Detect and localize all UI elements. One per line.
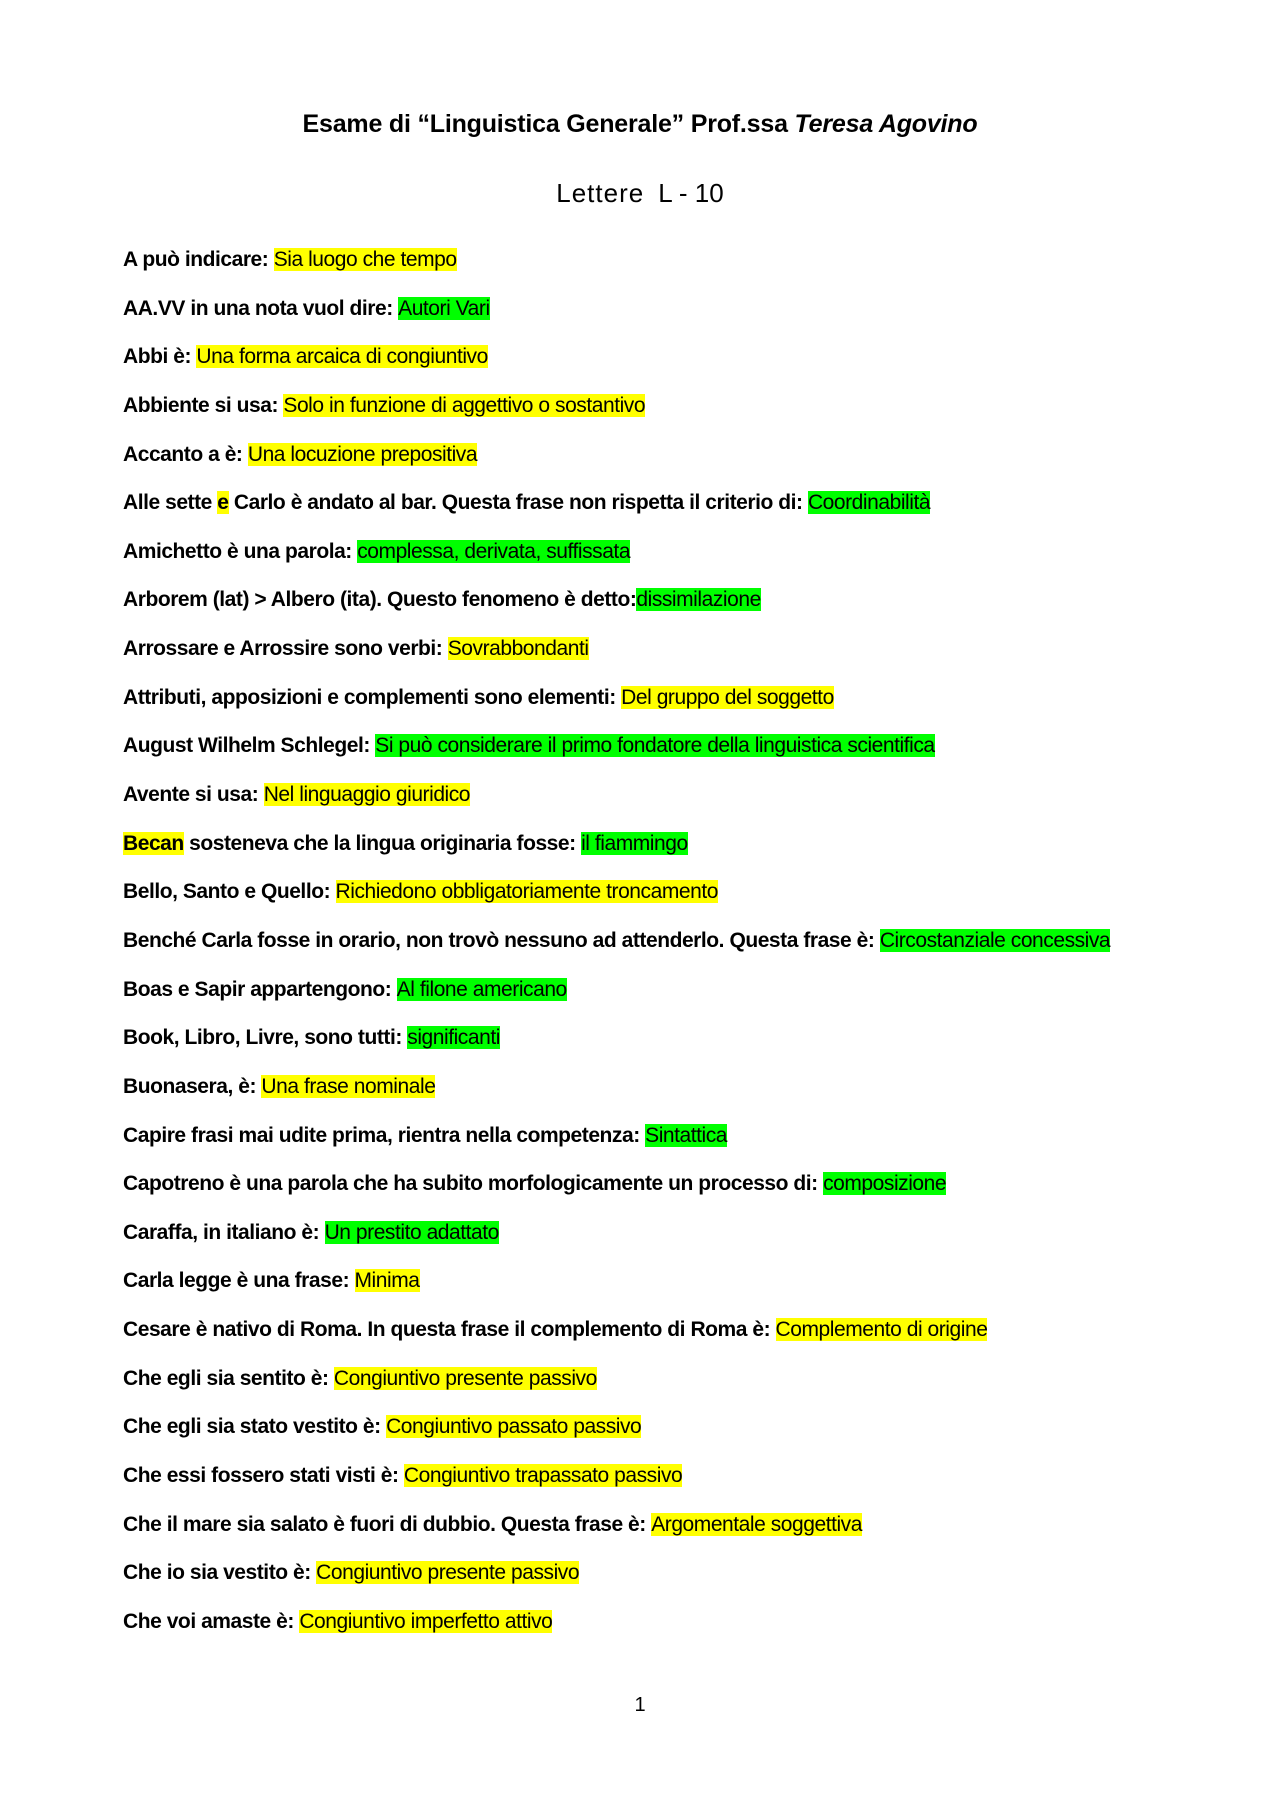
question-text: Accanto a è: [123,442,248,466]
question-text: Che il mare sia salato è fuori di dubbio. Questa frase è: [123,1512,652,1536]
qa-row [123,1122,1183,1171]
qa-row [123,246,1183,295]
qa-row [123,1219,1183,1268]
answer-highlight: complessa, derivata, suffissata [357,539,631,563]
answer-highlight: Congiuntivo presente passivo [316,1561,580,1585]
title-main: Esame di “Linguistica Generale” Prof.ssa [302,110,795,138]
answer-highlight: Argomentale soggettiva [651,1512,862,1536]
qa-row [123,392,1183,441]
question-text: Avente si usa: [123,783,264,807]
question-text: Arborem (lat) > Albero (ita). Questo fenomeno è detto: [123,588,637,612]
qa-row [123,1511,1183,1560]
answer-highlight: Congiuntivo presente passivo [333,1366,597,1390]
question-text: Amichetto è una parola: [123,539,358,563]
qa-row [123,1024,1183,1073]
answer-highlight: il fiammingo [581,831,688,855]
question-text: A può indicare: [123,248,274,271]
question-text: sosteneva che la lingua originaria fosse: [183,831,582,855]
qa-row [123,489,1183,538]
answer-highlight: Sovrabbondanti [447,637,589,661]
qa-row [123,1170,1183,1219]
question-text: Attributi, apposizioni e complementi sono elementi: [123,685,622,709]
question-text: Che voi amaste è: [123,1609,300,1633]
question-text: Caraffa, in italiano è: [123,1220,325,1244]
question-text: Buonasera, è: [123,1074,262,1098]
question-text: Bello, Santo e Quello: [123,880,336,904]
question-text: Che io sia vestito è: [123,1561,317,1585]
question-text: Che egli sia stato vestito è: [123,1415,387,1439]
question-text: Capire frasi mai udite prima, rientra nella competenza: [123,1123,646,1147]
qa-row [123,878,1183,927]
answer-highlight: Al filone americano [396,977,567,1001]
question-text: August Wilhelm Schlegel: [123,734,376,758]
answer-highlight: Una locuzione prepositiva [247,442,478,466]
answer-highlight: Del gruppo del soggetto [621,685,834,709]
question-text: Carlo è andato al bar. Questa frase non rispetta il criterio di: [228,491,808,515]
answer-highlight: Nel linguaggio giuridico [263,783,471,807]
question-answer-list [123,246,1183,1657]
qa-row [123,1267,1183,1316]
answer-highlight: Circostanziale concessiva [879,928,1111,952]
qa-row [123,781,1183,830]
answer-highlight: Minima [354,1269,420,1293]
qa-row [123,1316,1183,1365]
qa-row [123,1462,1183,1511]
answer-highlight: dissimilazione [636,588,761,612]
answer-highlight: Autori Vari [398,296,490,320]
qa-row [123,1559,1183,1608]
subtitle-class-code: L - 10 [658,178,724,208]
qa-row [123,830,1183,879]
question-text-prefix: Alle sette [123,491,218,515]
qa-row [123,635,1183,684]
answer-highlight: Congiuntivo trapassato passivo [403,1464,683,1488]
question-text: Abbi è: [123,345,197,369]
title-professor-name: Teresa Agovino [794,110,978,138]
qa-row [123,586,1183,635]
answer-highlight: composizione [823,1172,947,1196]
answer-highlight: Congiuntivo passato passivo [386,1415,642,1439]
page-number: 1 [634,1694,646,1716]
question-text: Arrossare e Arrossire sono verbi: [123,637,448,661]
question-text: Che essi fossero stati visti è: [123,1464,404,1488]
answer-highlight: Congiuntivo imperfetto attivo [299,1609,553,1633]
question-text: Che egli sia sentito è: [123,1366,334,1390]
qa-row [123,1413,1183,1462]
question-highlighted-word: e [217,491,229,515]
question-text: Book, Libro, Livre, sono tutti: [123,1026,408,1050]
subtitle-course: Lettere [556,178,645,208]
qa-row [123,927,1183,976]
question-text: Benché Carla fosse in orario, non trovò nessuno ad attenderlo. Questa frase è: [123,928,880,952]
page-title [0,108,1280,140]
qa-row [123,1073,1183,1122]
answer-highlight: Sintattica [645,1123,728,1147]
answer-highlight: Una forma arcaica di congiuntivo [196,345,488,369]
qa-row [123,538,1183,587]
question-highlighted-word: Becan [123,831,184,855]
qa-row [123,1365,1183,1414]
qa-row [123,295,1183,344]
question-text: Abbiente si usa: [123,393,284,417]
qa-row [123,441,1183,490]
question-text: Carla legge è una frase: [123,1269,355,1293]
question-text: Cesare è nativo di Roma. In questa frase il complemento di Roma è: [123,1318,776,1342]
answer-highlight: Una frase nominale [261,1074,436,1098]
page-subtitle [0,176,1280,210]
question-text: AA.VV in una nota vuol dire: [123,296,399,320]
qa-row [123,343,1183,392]
answer-highlight: Coordinabilità [807,491,931,515]
answer-highlight: Solo in funzione di aggettivo o sostantivo [283,393,646,417]
qa-row [123,1608,1183,1657]
qa-row [123,732,1183,781]
answer-highlight: Complemento di origine [775,1318,988,1342]
qa-row [123,684,1183,733]
question-text: Boas e Sapir appartengono: [123,977,397,1001]
answer-highlight: Si può considerare il primo fondatore della linguistica scientifica [375,734,935,758]
qa-row [123,976,1183,1025]
answer-highlight: Sia luogo che tempo [273,248,457,271]
answer-highlight: Richiedono obbligatoriamente troncamento [335,880,718,904]
answer-highlight: significanti [407,1026,500,1050]
answer-highlight: Un prestito adattato [324,1220,499,1244]
question-text: Capotreno è una parola che ha subito morfologicamente un processo di: [123,1172,824,1196]
